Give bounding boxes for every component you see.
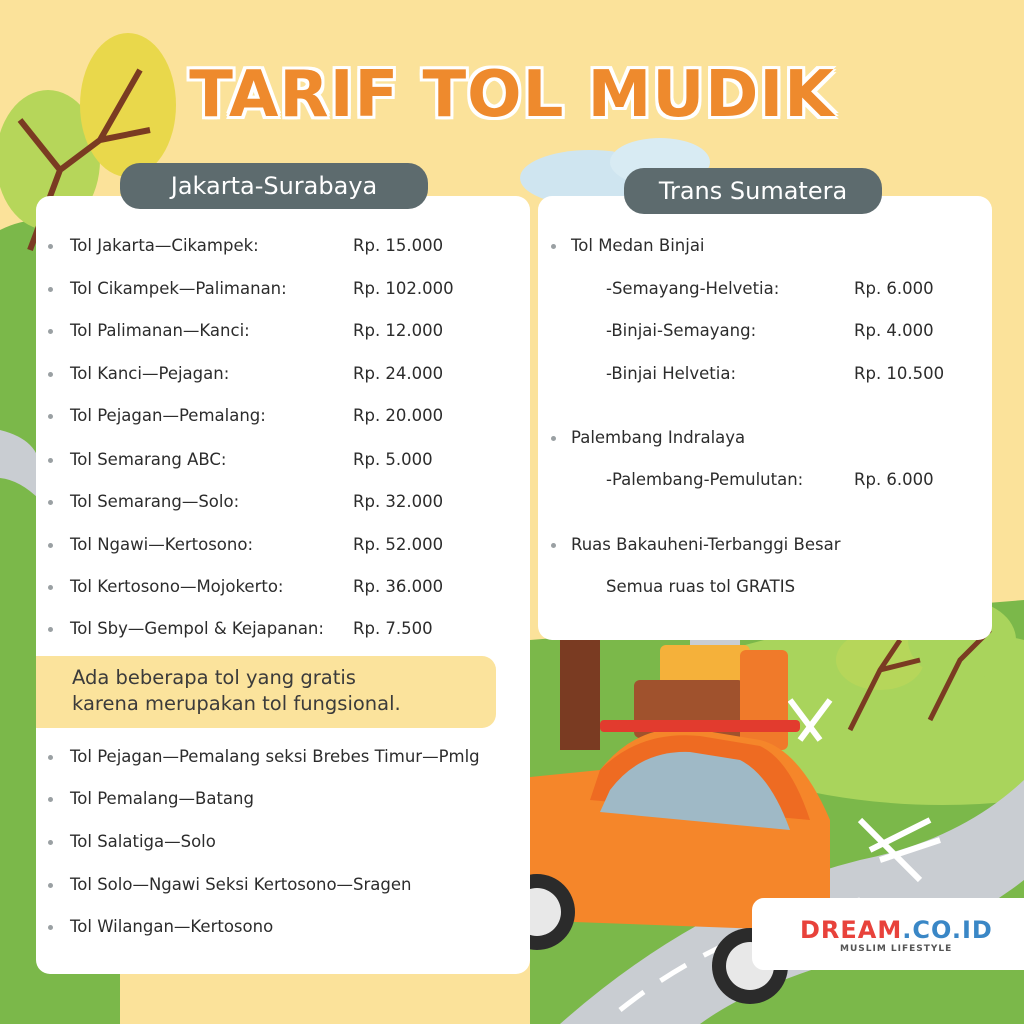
bullet [48, 840, 53, 845]
luggage-orange [740, 650, 788, 750]
free-toll-name: Tol Solo—Ngawi Seksi Kertosono—Sragen [70, 875, 412, 894]
bullet [48, 585, 53, 590]
bullet [48, 287, 53, 292]
toll-name: -Binjai-Semayang: [606, 321, 757, 340]
group-bakauheni: Ruas Bakauheni-Terbanggi Besar [571, 535, 841, 554]
toll-name: Tol Semarang ABC: [70, 450, 227, 469]
toll-name: Tol Sby—Gempol & Kejapanan: [70, 619, 324, 638]
toll-price: Rp. 5.000 [353, 450, 433, 469]
toll-price: Rp. 4.000 [854, 321, 934, 340]
toll-name: Tol Cikampek—Palimanan: [70, 279, 287, 298]
toll-name: Tol Semarang—Solo: [70, 492, 240, 511]
free-toll-name: Tol Wilangan—Kertosono [70, 917, 274, 936]
bullet [48, 797, 53, 802]
bullet [48, 543, 53, 548]
tree-trunk [560, 640, 600, 750]
toll-name: Tol Pejagan—Pemalang: [70, 406, 266, 425]
bullet [48, 883, 53, 888]
free-toll-name: Tol Salatiga—Solo [70, 832, 216, 851]
note-line-1: Ada beberapa tol yang gratis [72, 666, 356, 689]
free-toll-name: Tol Pejagan—Pemalang seksi Brebes Timur—Pmlg [70, 747, 480, 766]
toll-name: -Binjai Helvetia: [606, 364, 737, 383]
toll-price: Rp. 102.000 [353, 279, 454, 298]
logo-suffix: .CO.ID [902, 916, 993, 944]
bullet [48, 329, 53, 334]
bullet [48, 458, 53, 463]
bullet [48, 500, 53, 505]
toll-price: Rp. 24.000 [353, 364, 444, 383]
logo-brand: DREAM [800, 916, 903, 944]
bullet [551, 436, 556, 441]
toll-name: Tol Kanci—Pejagan: [70, 364, 230, 383]
toll-name: Tol Jakarta—Cikampek: [70, 236, 259, 255]
page-title: TARIF TOL MUDIK [189, 58, 835, 132]
toll-price: Rp. 6.000 [854, 279, 934, 298]
car-roofrack [600, 720, 800, 732]
free-toll-name: Tol Pemalang—Batang [70, 789, 254, 808]
bullet [551, 543, 556, 548]
bullet [551, 244, 556, 249]
toll-price: Rp. 36.000 [353, 577, 444, 596]
toll-price: Rp. 7.500 [353, 619, 433, 638]
free-toll-note [36, 656, 496, 728]
bullet [48, 414, 53, 419]
toll-price: Rp. 12.000 [353, 321, 444, 340]
toll-price: Rp. 20.000 [353, 406, 444, 425]
bullet [48, 244, 53, 249]
bullet [48, 755, 53, 760]
bullet [48, 372, 53, 377]
trans-sumatera-panel [538, 196, 992, 640]
free-text: Semua ruas tol GRATIS [606, 577, 796, 596]
toll-name: Tol Ngawi—Kertosono: [70, 535, 254, 554]
toll-name: Tol Palimanan—Kanci: [70, 321, 250, 340]
group-medan-binjai: Tol Medan Binjai [571, 236, 705, 255]
bullet [48, 627, 53, 632]
toll-price: Rp. 15.000 [353, 236, 444, 255]
note-line-2: karena merupakan tol fungsional. [72, 692, 401, 715]
toll-price: Rp. 6.000 [854, 470, 934, 489]
toll-price: Rp. 32.000 [353, 492, 444, 511]
toll-name: -Palembang-Pemulutan: [606, 470, 804, 489]
section-heading-jakarta-surabaya: Jakarta-Surabaya [120, 163, 428, 209]
logo-text [800, 916, 993, 944]
toll-price: Rp. 52.000 [353, 535, 444, 554]
bullet [48, 925, 53, 930]
brand-logo [752, 898, 1024, 970]
group-palembang-indralaya: Palembang Indralaya [571, 428, 746, 447]
toll-name: Tol Kertosono—Mojokerto: [70, 577, 284, 596]
toll-price: Rp. 10.500 [854, 364, 945, 383]
section-heading-trans-sumatera: Trans Sumatera [624, 168, 882, 214]
toll-name: -Semayang-Helvetia: [606, 279, 780, 298]
logo-tagline: MUSLIM LIFESTYLE [840, 944, 953, 954]
